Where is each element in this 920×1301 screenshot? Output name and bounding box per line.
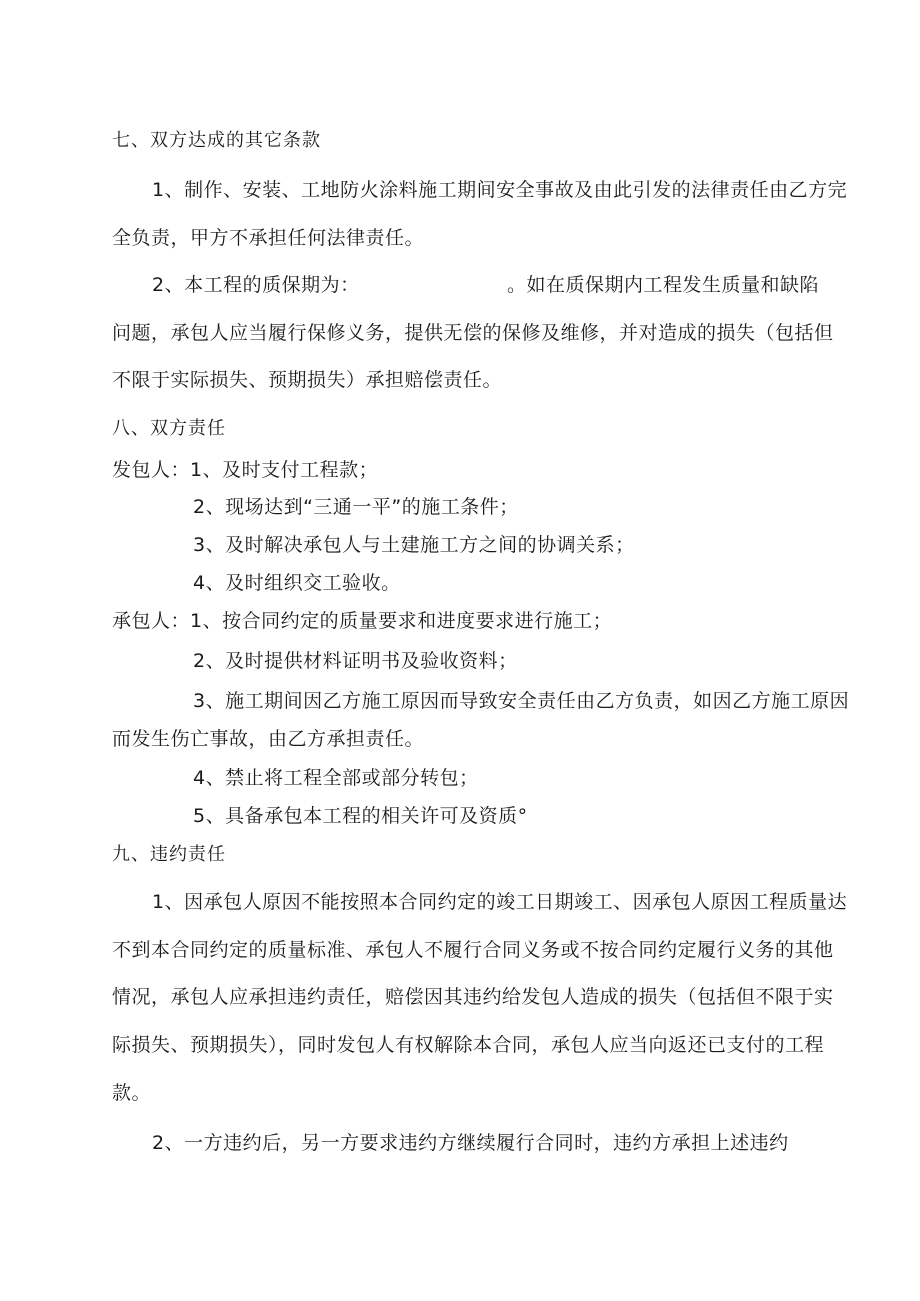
paragraph-line: 问题，承包人应当履行保修义务，提供无偿的保修及维修，并对造成的损失（包括但: [112, 322, 834, 344]
paragraph-line: 2、一方违约后，另一方要求违约方继续履行合同时，违约方承担上述违约: [152, 1132, 789, 1154]
contractor-duty: 4、禁止将工程全部或部分转包；: [193, 767, 479, 789]
employer-duty: 发包人：1、及时支付工程款；: [112, 459, 379, 481]
section-7-heading: 七、双方达成的其它条款: [112, 130, 321, 151]
paragraph-line: 不到本合同约定的质量标准、承包人不履行合同义务或不按合同约定履行义务的其他: [112, 939, 834, 961]
paragraph-line: 情况，承包人应承担违约责任，赔偿因其违约给发包人造成的损失（包括但不限于实: [112, 986, 834, 1008]
paragraph-line: 款。: [112, 1082, 152, 1104]
contractor-duty: 而发生伤亡事故，由乙方承担责任。: [112, 728, 425, 750]
paragraph-line: 。如在质保期内工程发生质量和缺陷: [507, 274, 820, 296]
section-8-heading: 八、双方责任: [112, 418, 226, 439]
paragraph-line: 1、制作、安装、工地防火涂料施工期间安全事故及由此引发的法律责任由乙方完: [152, 179, 848, 201]
employer-duty: 2、现场达到“三通一平”的施工条件；: [193, 496, 519, 518]
paragraph-line: 不限于实际损失、预期损失）承担赔偿责任。: [112, 369, 503, 391]
paragraph-line: 1、因承包人原因不能按照本合同约定的竣工日期竣工、因承包人原因工程质量达: [152, 891, 848, 913]
paragraph-line: 全负责，甲方不承担任何法律责任。: [112, 227, 425, 249]
contractor-duty: 3、施工期间因乙方施工原因而导致安全责任由乙方负责，如因乙方施工原因: [193, 690, 850, 712]
section-9-heading: 九、违约责任: [112, 844, 226, 865]
contractor-duty: 2、及时提供材料证明书及验收资料；: [193, 650, 518, 672]
employer-duty: 3、及时解决承包人与土建施工方之间的协调关系；: [193, 534, 635, 556]
contractor-duty: 承包人：1、按合同约定的质量要求和进度要求进行施工；: [112, 610, 613, 632]
contractor-duty: 5、具备承包本工程的相关许可及资质°: [193, 805, 528, 827]
paragraph-line: 2、本工程的质保期为：: [152, 274, 360, 296]
paragraph-line: 际损失、预期损失），同时发包人有权解除本合同，承包人应当向返还已支付的工程: [112, 1034, 825, 1056]
employer-duty: 4、及时组织交工验收。: [193, 572, 401, 594]
